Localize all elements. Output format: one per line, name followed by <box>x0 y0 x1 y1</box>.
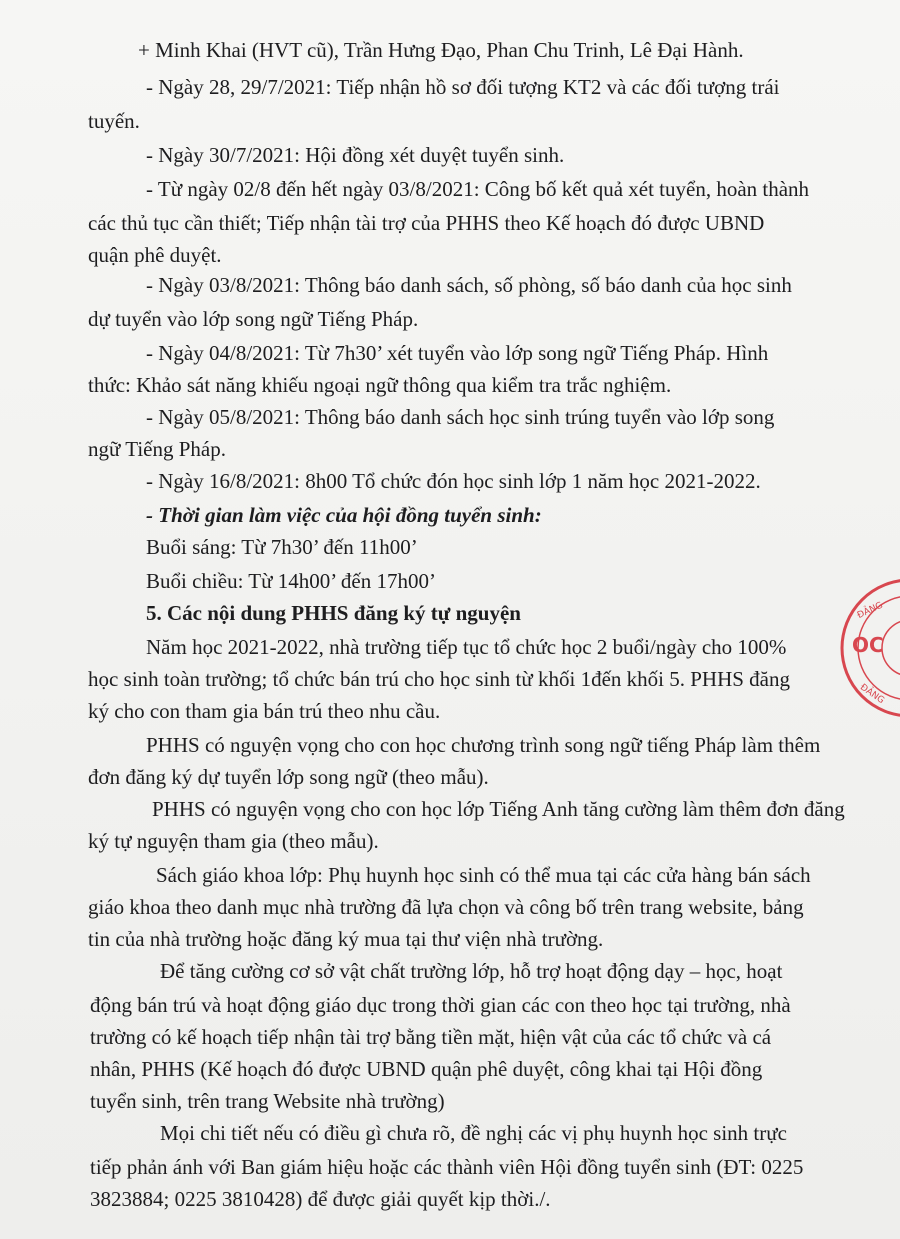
text-line: - Ngày 28, 29/7/2021: Tiếp nhận hồ sơ đối tượng KT2 và các đối tượng trái <box>146 75 780 99</box>
text-line: ký cho con tham gia bán trú theo nhu cầu. <box>88 699 441 723</box>
svg-text:ĐẢNG: ĐẢNG <box>855 600 885 621</box>
text-line: Năm học 2021-2022, nhà trường tiếp tục tổ chức học 2 buổi/ngày cho 100% <box>146 635 787 659</box>
text-line: dự tuyển vào lớp song ngữ Tiếng Pháp. <box>88 307 419 331</box>
text-line: giáo khoa theo danh mục nhà trường đã lựa chọn và công bố trên trang website, bảng <box>88 895 804 919</box>
text-line: - Ngày 30/7/2021: Hội đồng xét duyệt tuyển sinh. <box>146 143 565 167</box>
text-line: ký tự nguyện tham gia (theo mẫu). <box>88 829 379 853</box>
text-line: các thủ tục cần thiết; Tiếp nhận tài trợ của PHHS theo Kế hoạch đó được UBND <box>88 211 765 235</box>
text-line: Sách giáo khoa lớp: Phụ huynh học sinh có thể mua tại các cửa hàng bán sách <box>156 863 811 887</box>
text-line: ngữ Tiếng Pháp. <box>88 437 226 461</box>
text-line: PHHS có nguyện vọng cho con học chương trình song ngữ tiếng Pháp làm thêm <box>146 733 821 757</box>
stamp-inner-text: OC <box>852 633 884 657</box>
text-line: 3823884; 0225 3810428) để được giải quyết kịp thời./. <box>90 1187 551 1211</box>
svg-text:ĐẢNG: ĐẢNG <box>858 682 886 707</box>
text-line: - Từ ngày 02/8 đến hết ngày 03/8/2021: Công bố kết quả xét tuyển, hoàn thành <box>146 177 810 201</box>
text-line: tiếp phản ánh với Ban giám hiệu hoặc các thành viên Hội đồng tuyển sinh (ĐT: 0225 <box>90 1155 804 1179</box>
text-line: tuyến. <box>88 109 140 133</box>
text-line: - Ngày 03/8/2021: Thông báo danh sách, số phòng, số báo danh của học sinh <box>146 273 792 297</box>
text-line: + Minh Khai (HVT cũ), Trần Hưng Đạo, Phan Chu Trinh, Lê Đại Hành. <box>138 38 744 62</box>
text-line: PHHS có nguyện vọng cho con học lớp Tiếng Anh tăng cường làm thêm đơn đăng <box>152 797 845 821</box>
section-subheading: - Thời gian làm việc của hội đồng tuyển sinh: <box>146 503 542 527</box>
seal-stamp-icon <box>838 574 900 728</box>
text-line: nhân, PHHS (Kế hoạch đó được UBND quận phê duyệt, công khai tại Hội đồng <box>90 1057 763 1081</box>
text-line: tin của nhà trường hoặc đăng ký mua tại thư viện nhà trường. <box>88 927 604 951</box>
text-line: quận phê duyệt. <box>88 243 222 267</box>
text-line: thức: Khảo sát năng khiếu ngoại ngữ thông qua kiểm tra trắc nghiệm. <box>88 373 672 397</box>
text-line: đơn đăng ký dự tuyển lớp song ngữ (theo mẫu). <box>88 765 489 789</box>
text-line: - Ngày 04/8/2021: Từ 7h30’ xét tuyển vào lớp song ngữ Tiếng Pháp. Hình <box>146 341 769 365</box>
text-line: động bán trú và hoạt động giáo dục trong thời gian các con theo học tại trường, nhà <box>90 993 791 1017</box>
text-line: - Ngày 05/8/2021: Thông báo danh sách học sinh trúng tuyển vào lớp song <box>146 405 775 429</box>
text-line: Mọi chi tiết nếu có điều gì chưa rõ, đề nghị các vị phụ huynh học sinh trực <box>160 1121 787 1145</box>
text-line: Buổi chiều: Từ 14h00’ đến 17h00’ <box>146 569 436 593</box>
text-line: Để tăng cường cơ sở vật chất trường lớp, hỗ trợ hoạt động dạy – học, hoạt <box>160 959 783 983</box>
text-line: học sinh toàn trường; tổ chức bán trú cho học sinh từ khối 1đến khối 5. PHHS đăng <box>88 667 791 691</box>
section-heading: 5. Các nội dung PHHS đăng ký tự nguyện <box>146 601 521 625</box>
text-line: trường có kế hoạch tiếp nhận tài trợ bằng tiền mặt, hiện vật của các tổ chức và cá <box>90 1025 772 1049</box>
text-line: Buổi sáng: Từ 7h30’ đến 11h00’ <box>146 535 418 559</box>
text-line: - Ngày 16/8/2021: 8h00 Tổ chức đón học sinh lớp 1 năm học 2021-2022. <box>146 469 761 493</box>
text-line: tuyển sinh, trên trang Website nhà trường) <box>90 1089 445 1113</box>
